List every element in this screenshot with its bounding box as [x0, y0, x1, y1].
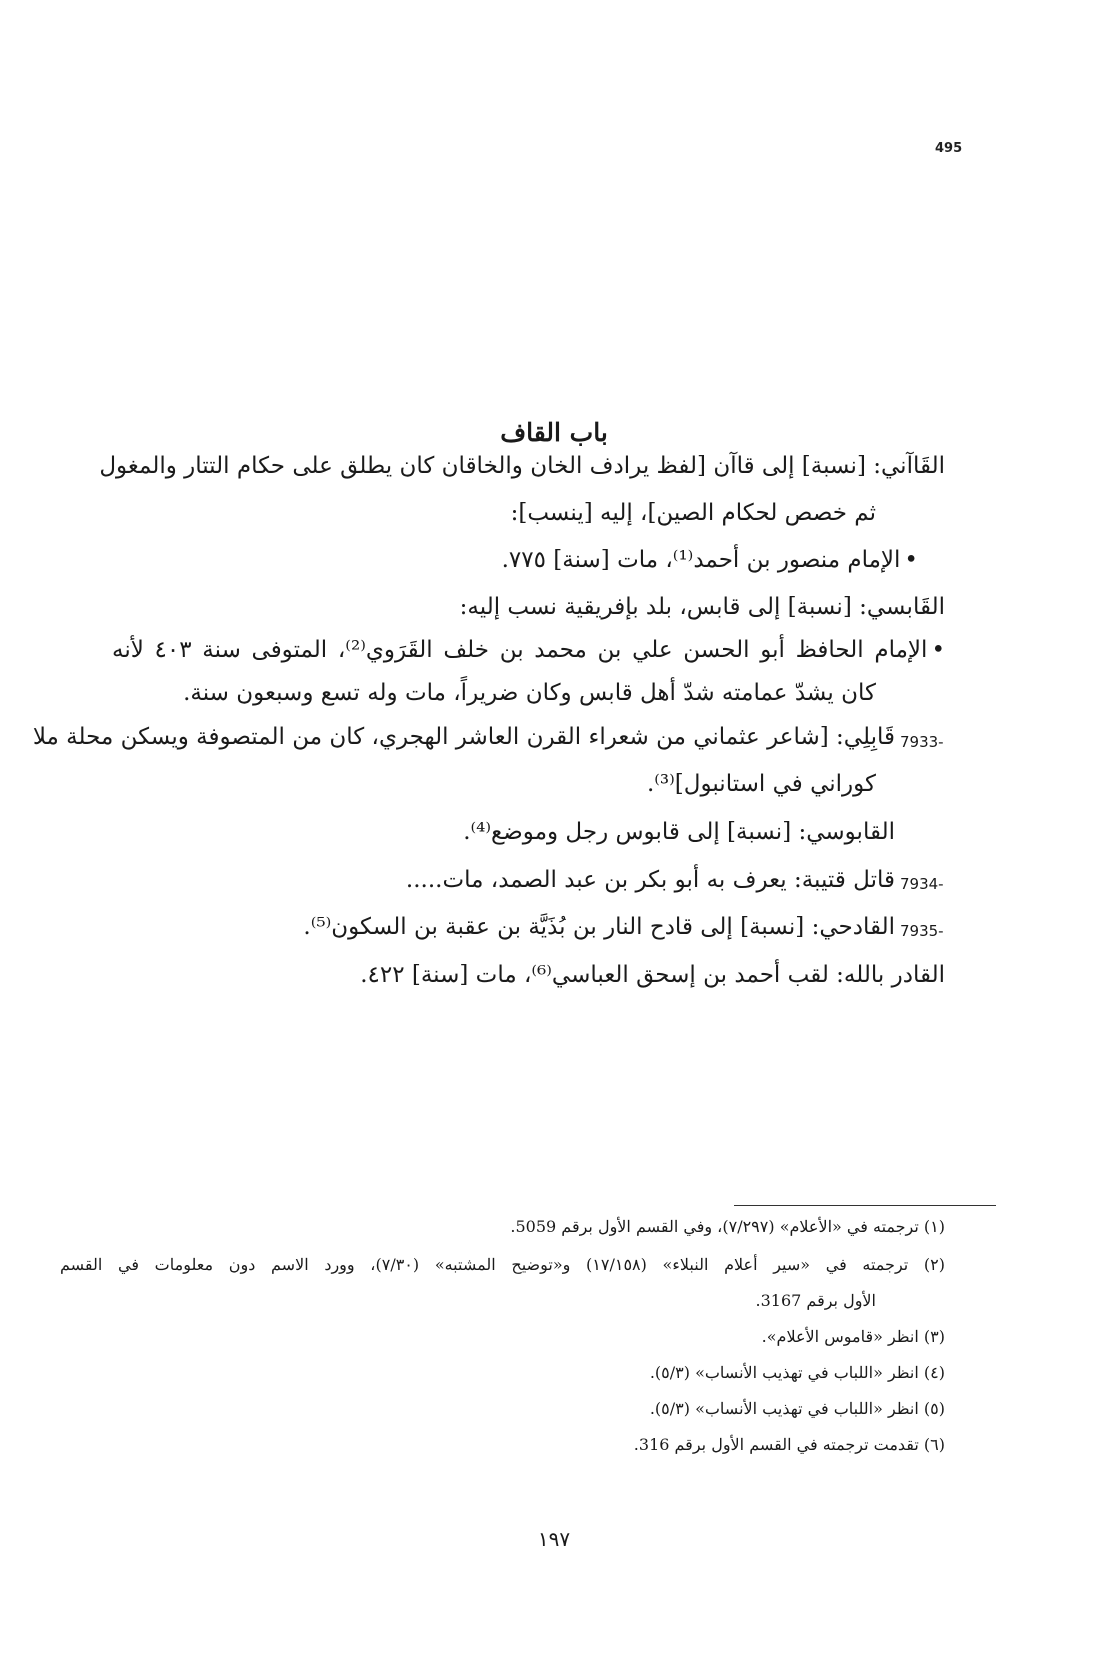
- footnote-5: (٥) انظر «اللباب في تهذيب الأنساب» (٥/٣).: [649, 1399, 945, 1418]
- entry-qaani-bullet-text: الإمام منصور بن أحمد⁽¹⁾، مات [سنة] ٧٧٥.: [501, 547, 901, 573]
- entry-qatil-line: قاتل قتيبة: يعرف به أبو بكر بن عبد الصمد، مات.....: [405, 867, 895, 893]
- entry-qabisi-line: القَابسي: [نسبة] إلى قابس، بلد بإفريقية نسب إليه:: [459, 594, 945, 620]
- entry-number-7935: 7935-: [900, 922, 944, 940]
- footnote-rule: [734, 1205, 996, 1206]
- footnote-2-line-1: (٢) ترجمته في «سير أعلام النبلاء» (١٧/١٥٨) و«توضيح المشتبه» (٧/٣٠)، وورد الاسم دون معلومات في القسم: [60, 1255, 945, 1274]
- entry-qabisi-bullet-text: الإمام الحافظ أبو الحسن علي بن محمد بن خلف القَرَوي⁽²⁾، المتوفى سنة ٤٠٣ لأنه: [112, 637, 928, 663]
- page-number: ١٩٧: [537, 1527, 571, 1551]
- entry-qaani-line-1: القَاآني: [نسبة] إلى قاآن [لفظ يرادف الخان والخاقان كان يطلق على حكام التتار والمغول: [99, 453, 945, 479]
- entry-qabusi-line: القابوسي: [نسبة] إلى قابوس رجل وموضع⁽⁴⁾.: [463, 819, 895, 845]
- entry-number-7934: 7934-: [900, 875, 944, 893]
- footnote-2-line-2: الأول برقم 3167.: [755, 1291, 876, 1310]
- entry-qadihi-line: القادحي: [نسبة] إلى قادح النار بن بُذَيَّة بن عقبة بن السكون⁽⁵⁾.: [303, 914, 895, 940]
- footnote-4: (٤) انظر «اللباب في تهذيب الأنساب» (٥/٣).: [649, 1363, 945, 1382]
- entry-qaani-line-2: ثم خصص لحكام الصين]، إليه [ينسب]:: [510, 500, 876, 526]
- entry-qabisi-bullet-line-2: كان يشدّ عمامته شدّ أهل قابس وكان ضريراً، مات وله تسع وسبعون سنة.: [183, 680, 876, 706]
- chapter-heading: باب القاف: [500, 418, 608, 447]
- entry-qadir-line: القادر بالله: لقب أحمد بن إسحق العباسي⁽⁶⁾، مات [سنة] ٤٢٢.: [360, 962, 945, 988]
- footnote-1: (١) ترجمته في «الأعلام» (٧/٢٩٧)، وفي القسم الأول برقم 5059.: [510, 1217, 945, 1236]
- entry-qaani-bullet: [502, 545, 918, 575]
- entry-number-7933: 7933-: [900, 733, 944, 751]
- entry-qabili-line-1: قَابِلِي: [شاعر عثماني من شعراء القرن العاشر الهجري، كان من المتصوفة ويسكن محلة ملا: [32, 724, 895, 750]
- folio-number: 495: [935, 141, 963, 156]
- entry-qabisi-bullet-line-1: [112, 635, 945, 665]
- entry-qabili-line-2: كوراني في استانبول]⁽³⁾.: [646, 771, 876, 797]
- footnote-3: (٣) انظر «قاموس الأعلام».: [761, 1327, 945, 1346]
- bullet-icon: •: [904, 547, 918, 573]
- bullet-icon: •: [931, 637, 946, 663]
- footnote-6: (٦) تقدمت ترجمته في القسم الأول برقم 316.: [633, 1435, 945, 1454]
